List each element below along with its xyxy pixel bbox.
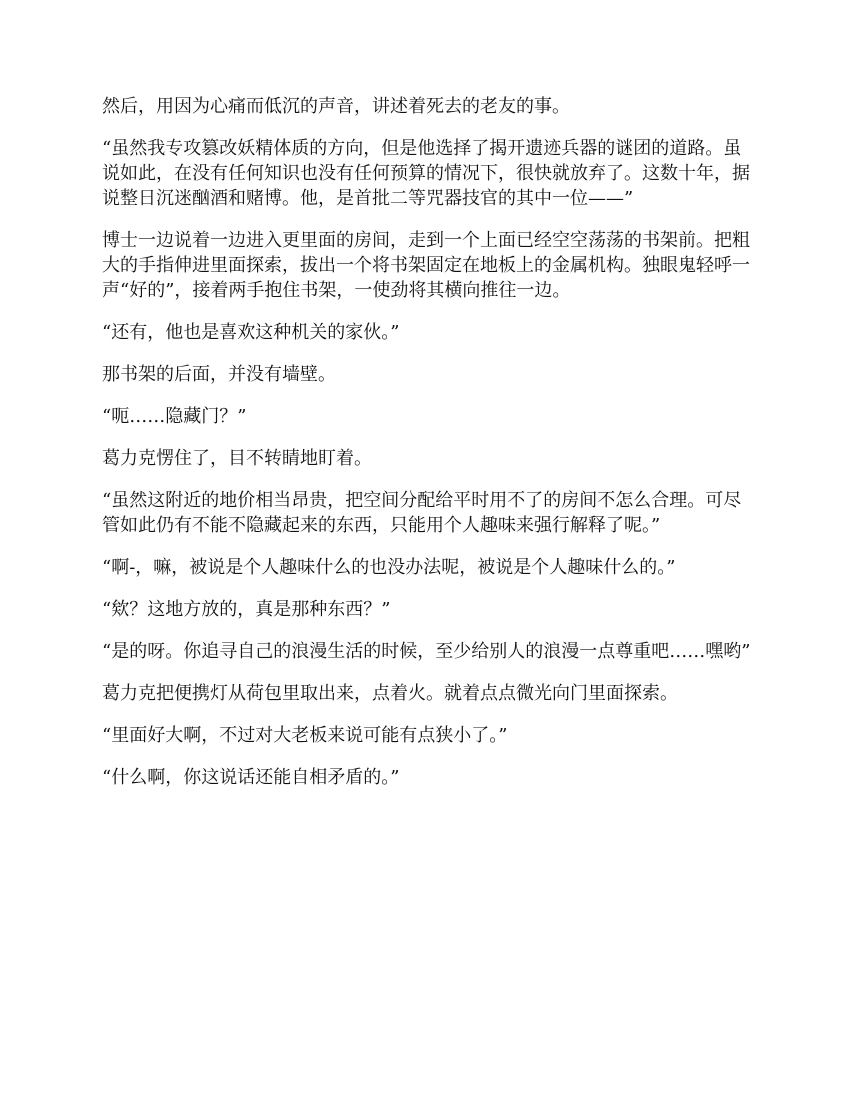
paragraph: “虽然这附近的地价相当昂贵，把空间分配给平时用不了的房间不怎么合理。可尽管如此仍有不能不隐藏起来的东西，只能用个人趣味来强行解释了呢。” bbox=[102, 490, 742, 536]
paragraph: “是的呀。你追寻自己的浪漫生活的时候，至少给别人的浪漫一点尊重吧……嘿哟” bbox=[102, 641, 751, 662]
paragraph: 博士一边说着一边进入更里面的房间，走到一个上面已经空空荡荡的书架前。把粗大的手指伸进里面探索，拔出一个将书架固定在地板上的金属机构。独眼鬼轻呼一声“好的”，接着两手抱住书架，一使劲将其横向推往一边。 bbox=[102, 230, 750, 301]
document-body bbox=[102, 94, 752, 807]
paragraph: 葛力克把便携灯从荷包里取出来，点着火。就着点点微光向门里面探索。 bbox=[102, 683, 678, 704]
paragraph: “还有，他也是喜欢这种机关的家伙。” bbox=[102, 322, 400, 343]
paragraph: “什么啊，你这说话还能自相矛盾的。” bbox=[102, 767, 400, 788]
paragraph: “虽然我专攻篡改妖精体质的方向，但是他选择了揭开遗迹兵器的谜团的道路。虽说如此，在没有任何知识也没有任何预算的情况下，很快就放弃了。这数十年，据说整日沉迷酗酒和赌博。他，是首批二等咒器技官的其中一位——” bbox=[102, 138, 750, 209]
paragraph: 那书架的后面，并没有墙壁。 bbox=[102, 364, 336, 385]
paragraph: 然后，用因为心痛而低沉的声音，讲述着死去的老友的事。 bbox=[102, 96, 570, 117]
paragraph: “呃……隐藏门？” bbox=[102, 406, 247, 427]
paragraph: “啊-，嘛，被说是个人趣味什么的也没办法呢，被说是个人趣味什么的。” bbox=[102, 557, 676, 578]
paragraph: “欸？这地方放的，真是那种东西？” bbox=[102, 599, 391, 620]
paragraph: 葛力克愣住了，目不转睛地盯着。 bbox=[102, 448, 372, 469]
paragraph: “里面好大啊，不过对大老板来说可能有点狭小了。” bbox=[102, 725, 508, 746]
